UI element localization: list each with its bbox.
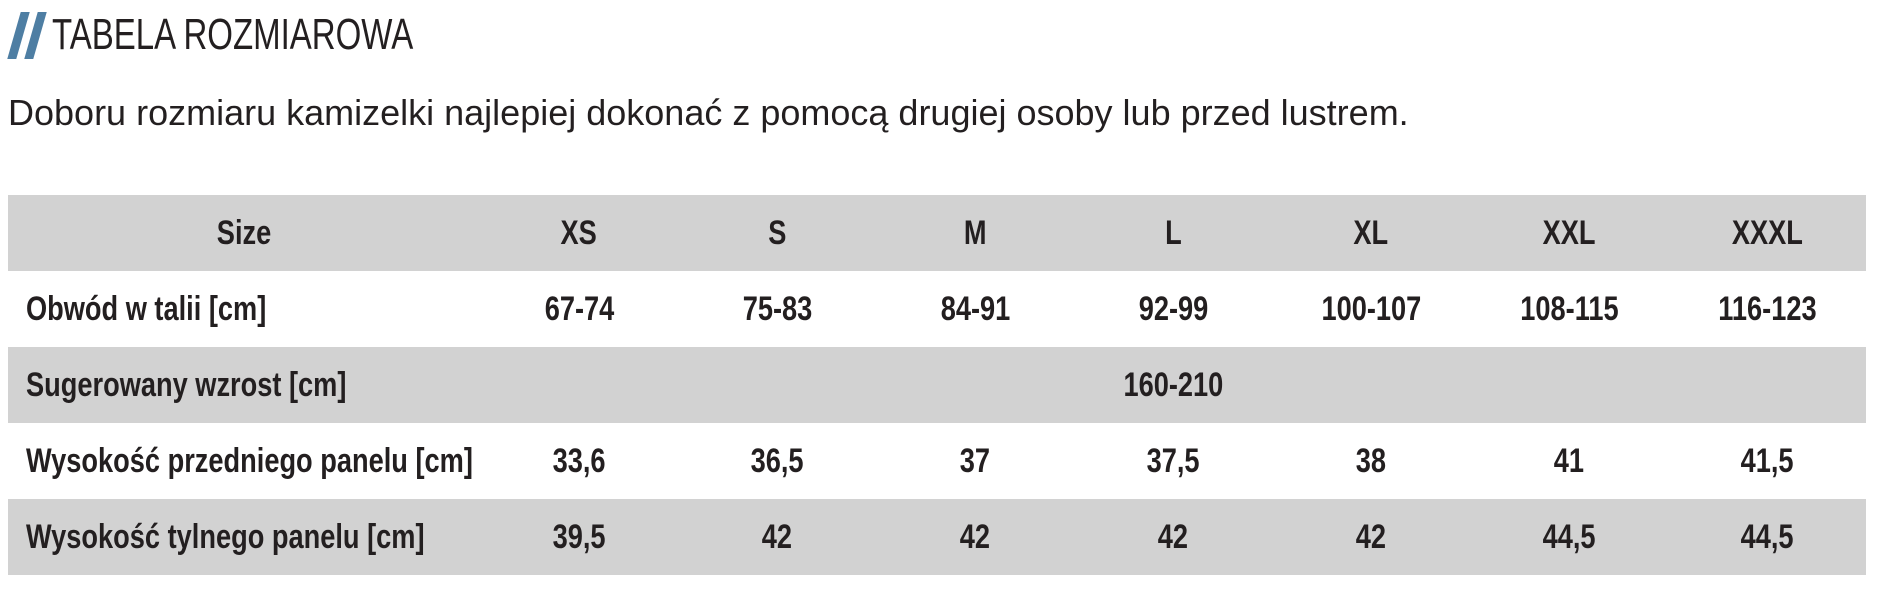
value-cell: 33,6: [552, 441, 606, 480]
size-table: [8, 195, 1866, 575]
column-header-size: Size: [216, 213, 272, 252]
value-cell: 75-83: [742, 289, 812, 328]
header-row: [8, 195, 1866, 271]
page-header: [8, 10, 534, 60]
value-cell: 37: [959, 441, 991, 480]
column-header-xs: XS: [560, 213, 598, 252]
value-cell: 42: [1157, 517, 1189, 556]
value-cell: 37,5: [1146, 441, 1200, 480]
table-row-waist: [8, 271, 1866, 347]
value-cell: 41: [1553, 441, 1585, 480]
column-header-xl: XL: [1353, 213, 1389, 252]
value-cell: 100-107: [1321, 289, 1421, 328]
subtitle-text: Doboru rozmiaru kamizelki najlepiej dokonać z pomocą drugiej osoby lub przed lustrem.: [8, 92, 1409, 133]
value-cell: 42: [761, 517, 793, 556]
merged-value-cell: 160-210: [1123, 365, 1223, 404]
value-cell: 44,5: [1542, 517, 1596, 556]
double-slash-icon: [8, 12, 46, 59]
value-cell: 116-123: [1717, 289, 1817, 328]
column-header-l: L: [1164, 213, 1182, 252]
value-cell: 41,5: [1740, 441, 1794, 480]
value-cell: 36,5: [750, 441, 804, 480]
value-cell: 92-99: [1138, 289, 1208, 328]
value-cell: 42: [1355, 517, 1387, 556]
column-header-xxxl: XXXL: [1731, 213, 1803, 252]
value-cell: 84-91: [940, 289, 1010, 328]
column-header-xxl: XXL: [1542, 213, 1596, 252]
value-cell: 44,5: [1740, 517, 1794, 556]
row-label: Wysokość tylnego panelu [cm]: [26, 517, 425, 556]
column-header-m: M: [963, 213, 987, 252]
value-cell: 38: [1355, 441, 1387, 480]
table-row-front-panel: [8, 423, 1866, 499]
value-cell: 42: [959, 517, 991, 556]
column-header-s: S: [767, 213, 787, 252]
table-row-height-range: [8, 347, 1866, 423]
row-label: Obwód w talii [cm]: [26, 289, 267, 328]
value-cell: 67-74: [544, 289, 614, 328]
row-label: Sugerowany wzrost [cm]: [26, 365, 347, 404]
table-row-back-panel: [8, 499, 1866, 575]
value-cell: 108-115: [1519, 289, 1619, 328]
value-cell: 39,5: [552, 517, 606, 556]
page-title: TABELA ROZMIAROWA: [52, 10, 414, 59]
row-label: Wysokość przedniego panelu [cm]: [26, 441, 473, 480]
